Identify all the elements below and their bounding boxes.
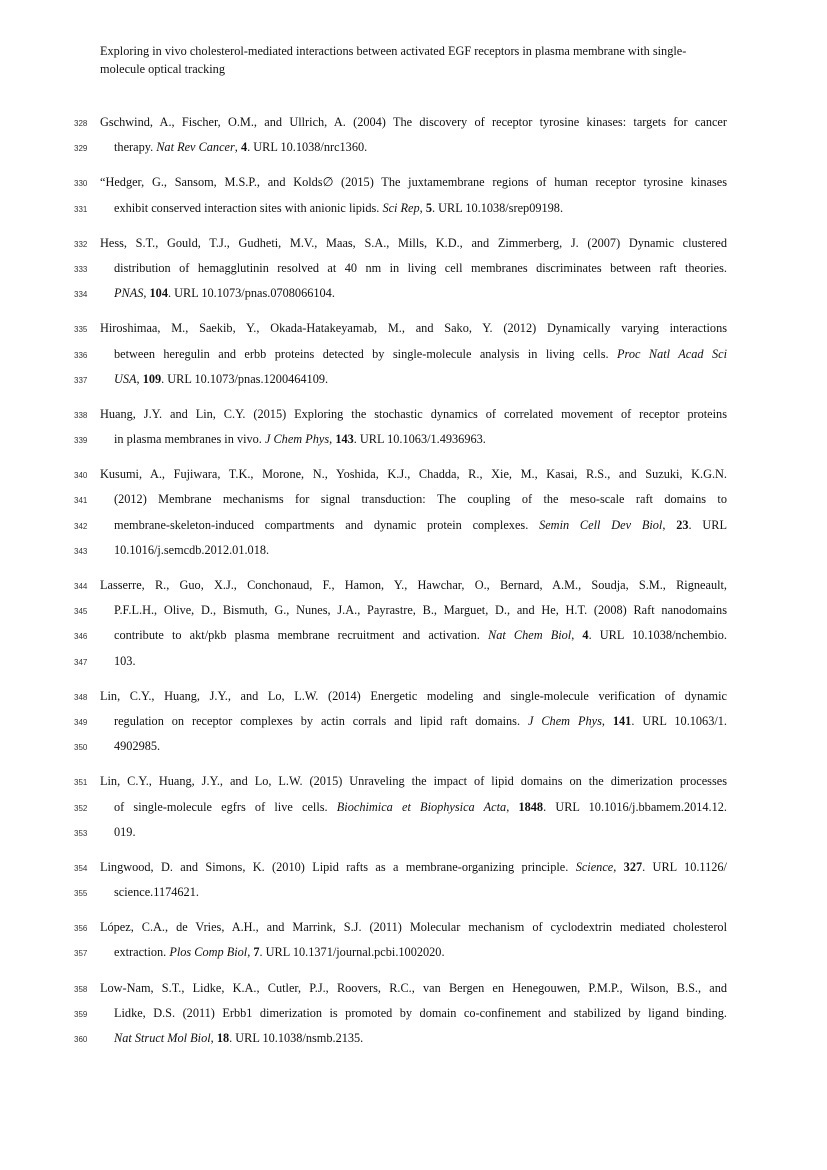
reference-text <box>114 1029 727 1047</box>
journal-name: Nat Chem Biol <box>488 628 572 643</box>
reference-line <box>0 138 827 163</box>
journal-name: Science <box>575 859 614 874</box>
volume-number: 7 <box>253 945 260 960</box>
line-number: 356 <box>74 924 88 934</box>
reference-line <box>0 490 827 515</box>
line-number: 345 <box>74 607 88 617</box>
reference-entry <box>0 319 827 395</box>
journal-name: Nat Struct Mol Biol <box>114 1031 211 1045</box>
journal-name: J Chem Phys <box>527 713 602 728</box>
volume-number: 143 <box>335 432 354 447</box>
reference-text <box>114 943 727 961</box>
reference-line <box>0 199 827 224</box>
reference-text <box>114 370 727 388</box>
reference-entry <box>0 173 827 223</box>
line-number: 349 <box>74 717 88 727</box>
text-segment: López, C.A., de Vries, A.H., and Marrink, S.J. (2011) Molecular mechanism of cyclodextrin mediated cholesterol <box>100 920 727 935</box>
line-number: 346 <box>74 632 88 642</box>
text-segment: , <box>506 799 519 814</box>
line-number: 350 <box>74 743 88 753</box>
reference-entry <box>0 979 827 1055</box>
text-segment: 4902985. <box>114 739 161 754</box>
line-number: 336 <box>74 350 88 360</box>
reference-line <box>0 798 827 823</box>
text-segment: contribute to akt/pkb plasma membrane recruitment and activation. <box>114 628 489 643</box>
reference-text <box>114 430 727 448</box>
reference-text <box>100 173 727 191</box>
reference-line <box>0 113 827 138</box>
text-segment: Lidke, D.S. (2011) Erbb1 dimerization is promoted by domain co-confinement and stabilized by ligand binding. <box>114 1005 727 1020</box>
reference-text <box>100 465 727 483</box>
text-segment: Lasserre, R., Guo, X.J., Conchonaud, F., Hamon, Y., Hawchar, O., Bernard, A.M., Soudja, S.M., Rigneault, <box>100 578 727 592</box>
reference-line <box>0 883 827 908</box>
text-segment: . URL <box>688 517 727 532</box>
line-number: 337 <box>74 375 88 385</box>
reference-line <box>0 173 827 198</box>
reference-line <box>0 465 827 490</box>
text-segment: , <box>210 1031 217 1045</box>
reference-line <box>0 345 827 370</box>
line-number: 343 <box>74 546 88 556</box>
text-segment: , <box>613 859 624 874</box>
text-segment: . URL 10.1073/pnas.1200464109. <box>161 371 329 386</box>
journal-name: Nat Rev Cancer <box>156 140 235 155</box>
reference-line <box>0 284 827 309</box>
reference-line <box>0 541 827 566</box>
text-segment: “Hedger, G., Sansom, M.S.P., and Kolds∅ (2015) The juxtamembrane regions of human receptor tyrosine kinases <box>100 175 727 190</box>
text-segment: , <box>329 432 336 447</box>
text-segment: . URL 10.1038/nchembio. <box>588 628 727 643</box>
volume-number: 18 <box>216 1031 230 1045</box>
reference-line <box>0 772 827 797</box>
line-number: 354 <box>74 863 88 873</box>
reference-text <box>100 979 727 997</box>
line-number: 332 <box>74 239 88 249</box>
reference-line <box>0 979 827 1004</box>
text-segment: , <box>571 628 583 643</box>
line-number: 359 <box>74 1009 88 1019</box>
text-segment: extraction. <box>114 945 170 960</box>
journal-name: USA <box>114 371 137 386</box>
text-segment: , <box>247 945 254 960</box>
text-segment: Hiroshimaa, M., Saekib, Y., Okada-Hatakeyamab, M., and Sako, Y. (2012) Dynamically varying interactions <box>100 321 727 336</box>
volume-number: 1848 <box>518 799 544 814</box>
reference-line <box>0 430 827 455</box>
running-header: Exploring in vivo cholesterol-mediated interactions between activated EGF receptors in plasma membrane with single-molecule optical tracking <box>100 44 687 76</box>
reference-entry <box>0 113 827 163</box>
line-number: 328 <box>74 119 88 128</box>
reference-entry <box>0 858 827 908</box>
reference-text <box>100 576 727 594</box>
text-segment: distribution of hemagglutinin resolved at 40 nm in living cell membranes discriminates between raft theories. <box>114 260 727 275</box>
reference-line <box>0 319 827 344</box>
reference-text <box>100 772 727 790</box>
line-number: 351 <box>74 778 88 788</box>
reference-text <box>114 1004 727 1022</box>
reference-line <box>0 943 827 968</box>
line-number: 357 <box>74 949 88 959</box>
reference-line <box>0 576 827 601</box>
text-segment: science.1174621. <box>114 885 199 900</box>
text-segment: between heregulin and erbb proteins detected by single-molecule analysis in living cells. <box>114 346 618 361</box>
reference-text <box>100 687 727 705</box>
volume-number: 4 <box>240 140 248 155</box>
line-number: 347 <box>74 657 88 667</box>
line-number: 342 <box>74 521 88 531</box>
text-segment: , <box>601 713 613 728</box>
journal-name: Sci Rep <box>382 200 420 215</box>
reference-line <box>0 858 827 883</box>
reference-line <box>0 737 827 762</box>
line-number: 334 <box>74 290 88 300</box>
text-segment: . URL 10.1371/journal.pcbi.1002020. <box>259 945 445 960</box>
line-number: 360 <box>74 1035 88 1044</box>
text-segment: , <box>662 517 677 532</box>
reference-text <box>114 601 727 619</box>
reference-line <box>0 516 827 541</box>
line-number: 331 <box>74 204 88 214</box>
reference-text <box>100 858 727 876</box>
text-segment: . URL 10.1038/srep09198. <box>431 200 564 215</box>
reference-text <box>114 737 727 755</box>
journal-name: Plos Comp Biol <box>169 945 248 960</box>
reference-line <box>0 1004 827 1029</box>
volume-number: 104 <box>149 286 168 301</box>
reference-text <box>114 259 727 277</box>
volume-number: 109 <box>142 371 162 386</box>
reference-text <box>100 918 727 936</box>
journal-name: PNAS <box>114 286 144 301</box>
journal-name: Biochimica et Biophysica Acta <box>336 799 507 814</box>
text-segment: . URL 10.1038/nrc1360. <box>247 140 368 155</box>
reference-line <box>0 405 827 430</box>
line-number: 355 <box>74 889 88 899</box>
line-number: 339 <box>74 436 88 446</box>
reference-text <box>100 113 727 131</box>
reference-entry <box>0 576 827 677</box>
reference-text <box>114 490 727 508</box>
text-segment: Low-Nam, S.T., Lidke, K.A., Cutler, P.J., Roovers, R.C., van Bergen en Henegouwen, P.M.P., Wilson, B.S., and <box>100 980 727 995</box>
journal-name: Semin Cell Dev Biol <box>539 517 663 532</box>
reference-line <box>0 918 827 943</box>
reference-text <box>114 284 727 302</box>
text-segment: Huang, J.Y. and Lin, C.Y. (2015) Exploring the stochastic dynamics of correlated movement of receptor proteins <box>100 406 727 421</box>
line-number: 353 <box>74 828 88 838</box>
reference-line <box>0 687 827 712</box>
reference-text <box>114 345 727 363</box>
journal-name: Proc Natl Acad Sci <box>617 346 727 361</box>
reference-text <box>100 319 727 337</box>
reference-text <box>114 883 727 901</box>
text-segment: 019. <box>114 824 136 839</box>
line-number: 329 <box>74 144 88 154</box>
line-number: 340 <box>74 471 88 481</box>
reference-entry <box>0 234 827 310</box>
reference-text <box>114 712 727 730</box>
reference-line <box>0 234 827 259</box>
reference-text <box>114 199 727 217</box>
reference-line <box>0 1029 827 1054</box>
line-number: 333 <box>74 264 88 274</box>
text-segment: Lin, C.Y., Huang, J.Y., and Lo, L.W. (2015) Unraveling the impact of lipid domains on the dimerization processes <box>100 774 727 789</box>
reference-entry <box>0 687 827 763</box>
text-segment: . URL 10.1063/1. <box>631 713 727 728</box>
reference-entry <box>0 405 827 455</box>
text-segment: . URL 10.1073/pnas.0708066104. <box>167 286 335 301</box>
reference-text <box>114 516 727 534</box>
text-segment: (2012) Membrane mechanisms for signal transduction: The coupling of the meso-scale raft domains to <box>114 492 727 507</box>
text-segment: . URL 10.1126/ <box>642 859 727 874</box>
journal-name: J Chem Phys <box>264 432 330 447</box>
text-segment: P.F.L.H., Olive, D., Bismuth, G., Nunes, J.A., Payrastre, B., Marguet, D., and He, H.T. (2008) Raft nanodomains <box>114 603 727 618</box>
reference-text <box>114 626 727 644</box>
line-number: 352 <box>74 803 88 813</box>
reference-entry <box>0 918 827 968</box>
reference-line <box>0 601 827 626</box>
volume-number: 141 <box>612 713 632 728</box>
line-number: 335 <box>74 325 88 335</box>
reference-text <box>100 234 727 252</box>
reference-text <box>100 405 727 423</box>
text-segment: . URL 10.1016/j.bbamem.2014.12. <box>543 799 727 814</box>
text-segment: Lingwood, D. and Simons, K. (2010) Lipid rafts as a membrane-organizing principle. <box>100 859 576 874</box>
text-segment: regulation on receptor complexes by actin corrals and lipid raft domains. <box>114 713 528 728</box>
line-number: 344 <box>74 582 88 591</box>
volume-number: 5 <box>425 200 432 215</box>
reference-text <box>114 798 727 816</box>
reference-line <box>0 712 827 737</box>
text-segment: Hess, S.T., Gould, T.J., Gudheti, M.V., Maas, S.A., Mills, K.D., and Zimmerberg, J. (2007) Dynamic clustered <box>100 235 727 250</box>
volume-number: 327 <box>623 859 643 874</box>
text-segment: in plasma membranes in vivo. <box>114 432 265 447</box>
text-segment: , <box>143 286 150 301</box>
text-segment: 10.1016/j.semcdb.2012.01.018. <box>114 542 270 557</box>
text-segment: exhibit conserved interaction sites with anionic lipids. <box>114 200 383 215</box>
reference-list <box>0 113 827 1064</box>
text-segment: therapy. <box>114 140 157 155</box>
reference-line <box>0 652 827 677</box>
reference-text <box>114 541 727 559</box>
text-segment: . URL 10.1038/nsmb.2135. <box>229 1031 364 1045</box>
text-segment: of single-molecule egfrs of live cells. <box>114 799 337 814</box>
reference-text <box>114 138 727 156</box>
text-segment: . URL 10.1063/1.4936963. <box>353 432 486 447</box>
line-number: 358 <box>74 984 88 994</box>
line-number: 341 <box>74 496 88 506</box>
volume-number: 4 <box>582 628 589 643</box>
reference-text <box>114 652 727 670</box>
reference-text <box>114 823 727 841</box>
text-segment: 103. <box>114 653 136 668</box>
text-segment: , <box>136 371 143 386</box>
reference-line <box>0 370 827 395</box>
reference-line <box>0 259 827 284</box>
text-segment: Lin, C.Y., Huang, J.Y., and Lo, L.W. (2014) Energetic modeling and single-molecule verification of dynamic <box>100 688 727 703</box>
text-segment: Kusumi, A., Fujiwara, T.K., Morone, N., Yoshida, K.J., Chadda, R., Xie, M., Kasai, R.S., and Suzuki, K.G.N. <box>100 467 727 482</box>
reference-line <box>0 823 827 848</box>
text-segment: , <box>234 140 241 155</box>
reference-line <box>0 626 827 651</box>
line-number: 338 <box>74 410 88 420</box>
volume-number: 23 <box>676 517 689 532</box>
reference-entry <box>0 465 827 566</box>
line-number: 348 <box>74 692 88 702</box>
text-segment: , <box>419 200 426 215</box>
text-segment: membrane-skeleton-induced compartments and dynamic protein complexes. <box>114 517 540 532</box>
line-number: 330 <box>74 179 88 189</box>
text-segment: Gschwind, A., Fischer, O.M., and Ullrich, A. (2004) The discovery of receptor tyrosine kinases: targets for cancer <box>100 115 727 129</box>
reference-entry <box>0 772 827 848</box>
